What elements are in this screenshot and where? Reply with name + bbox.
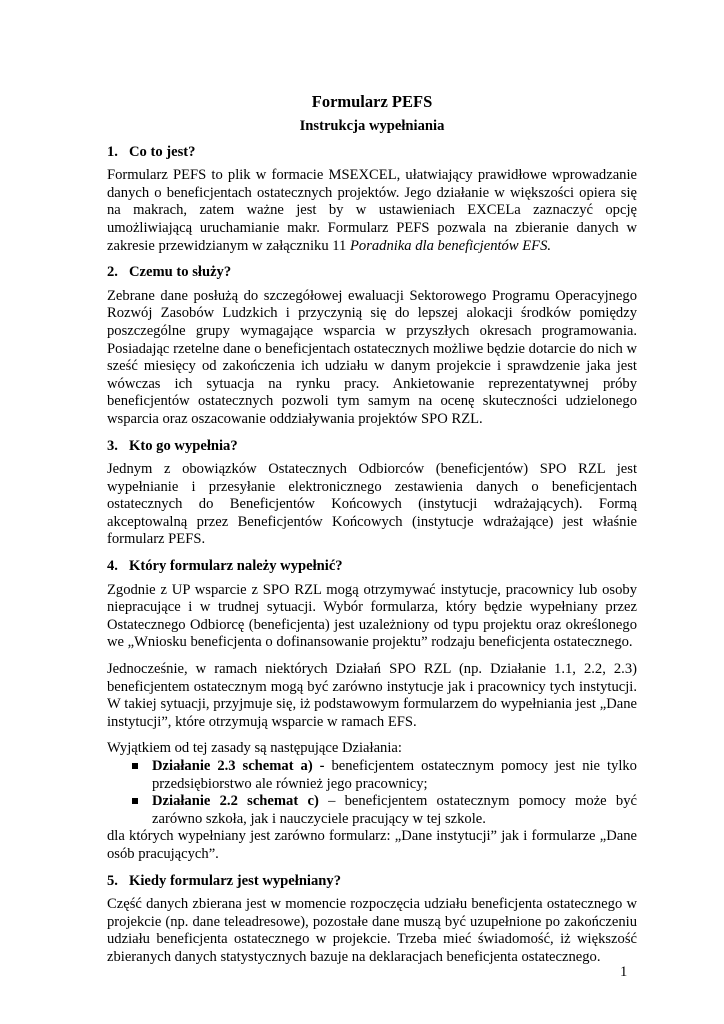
section-5-title: Kiedy formularz jest wypełniany?	[129, 872, 341, 889]
section-2-heading	[107, 264, 637, 282]
section-5-heading	[107, 873, 637, 891]
section-4-title: Który formularz należy wypełnić?	[129, 558, 343, 575]
section-1-italic-ref: Poradnika dla beneficjentów EFS.	[349, 237, 552, 254]
bullet-2-bold: Działanie 2.2 schemat c)	[152, 793, 319, 810]
section-3-number: 3.	[107, 437, 118, 454]
bullet-1-bold: Działanie 2.3 schemat a) -	[152, 758, 325, 774]
section-5-number: 5.	[107, 872, 118, 889]
section-2-title: Czemu to służy?	[129, 264, 232, 281]
section-5-paragraph: Część danych zbierana jest w momencie rozpoczęcia udziału beneficjenta ostatecznego w projekcie (np. dane teleadresowe), pozostałe dane muszą być uzupełnione po zakończeniu udziału beneficjenta ostatecznego w projekcie. Trzeba mieć świadomość, iż większość zbieranych danych statystycznych bazuje na deklaracjach beneficjenta ostatecznego.	[107, 896, 637, 965]
section-4-number: 4.	[107, 558, 118, 575]
section-1-heading	[107, 144, 637, 162]
section-1-text: Formularz PEFS to plik w formacie MSEXCEL, ułatwiający prawidłowe wprowadzanie danych o beneficjentach ostatecznych projektów. Jego działanie w większości opiera się na makrach, zatem ważne jest by w ustawieniach EXCELa zaznaczyć opcję umożliwiającą uruchamianie makr. Formularz PEFS pozwala na zbieranie danych w zakresie przewidzianym w załączniku 11	[107, 167, 637, 254]
bullet-2-text: – beneficjentem ostatecznym pomocy może być zarówno szkoła, jak i nauczyciele pracujący w tej szkole.	[152, 793, 637, 827]
section-3-heading	[107, 438, 637, 456]
list-item	[152, 758, 637, 793]
square-bullet-icon	[132, 763, 138, 769]
section-4-paragraph-2: Jednocześnie, w ramach niektórych Działań SPO RZL (np. Działanie 1.1, 2.2, 2.3) beneficjentem ostatecznym mogą być zarówno instytucje jak i pracownicy tych instytucji. W takiej sytuacji, przyjmuje się, iż podstawowym formularzem do wypełniania jest „Dane instytucji”, które otrzymują wsparcie w ramach EFS.	[107, 661, 637, 730]
section-1-number: 1.	[107, 143, 118, 160]
document-subtitle: Instrukcja wypełniania	[299, 118, 445, 134]
section-2-number: 2.	[107, 264, 118, 281]
section-4-heading	[107, 558, 637, 576]
section-1-paragraph	[107, 167, 637, 255]
section-1-title: Co to jest?	[129, 143, 196, 160]
bullet-1-text: beneficjentem ostatecznym pomocy jest nie tylko przedsiębiorstwo ale również jego pracownicy;	[152, 758, 637, 792]
document-title: Formularz PEFS	[311, 92, 433, 111]
section-3-paragraph: Jednym z obowiązków Ostatecznych Odbiorców (beneficjentów) SPO RZL jest wypełnianie i przesyłanie elektronicznego zestawienia danych o beneficjentach ostatecznych do Beneficjentów Końcowych (instytucji wdrażających). Formą akceptowalną przez Beneficjentów Końcowych (instytucje wdrażające) jest właśnie formularz PEFS.	[107, 461, 637, 548]
square-bullet-icon	[132, 798, 138, 804]
document-page	[107, 92, 637, 976]
section-4-paragraph-3: Wyjątkiem od tej zasady są następujące Działania:	[107, 740, 402, 757]
section-2-paragraph: Zebrane dane posłużą do szczegółowej ewaluacji Sektorowego Programu Operacyjnego Rozwój Zasobów Ludzkich i przyczynią się do lepszej alokacji środków pomiędzy poszczególne grupy wymagające wsparcia w przyszłych okresach programowania. Posiadając rzetelne dane o beneficjentach ostatecznych możliwe będzie dotarcie do nich w sześć miesięcy od zakończenia ich udziału w danym projekcie i sprawdzenie jaka jest wówczas ich sytuacja na rynku pracy. Ankietowanie reprezentatywnej próby beneficjentów ostatecznych pozwoli tym samym na ocenę skuteczności udzielonego wsparcia oraz oszacowanie oddziaływania projektów SPO RZL.	[107, 287, 637, 427]
section-4-bullet-list	[107, 758, 637, 828]
section-3-title: Kto go wypełnia?	[129, 437, 238, 454]
page-number: 1	[620, 964, 628, 980]
section-4-paragraph-1: Zgodnie z UP wsparcie z SPO RZL mogą otrzymywać instytucje, pracownicy lub osoby niepracujące i w trudnej sytuacji. Wybór formularza, który będzie wypełniany przez Ostatecznego Odbiorcę (beneficjenta) jest uzależniony od typu projektu oraz określonego we „Wniosku beneficjenta o dofinansowanie projektu” rodzaju beneficjenta ostatecznego.	[107, 581, 637, 651]
section-4-paragraph-4: dla których wypełniany jest zarówno formularz: „Dane instytucji” jak i formularze „Dane osób pracujących”.	[107, 828, 637, 862]
list-item	[152, 793, 637, 828]
